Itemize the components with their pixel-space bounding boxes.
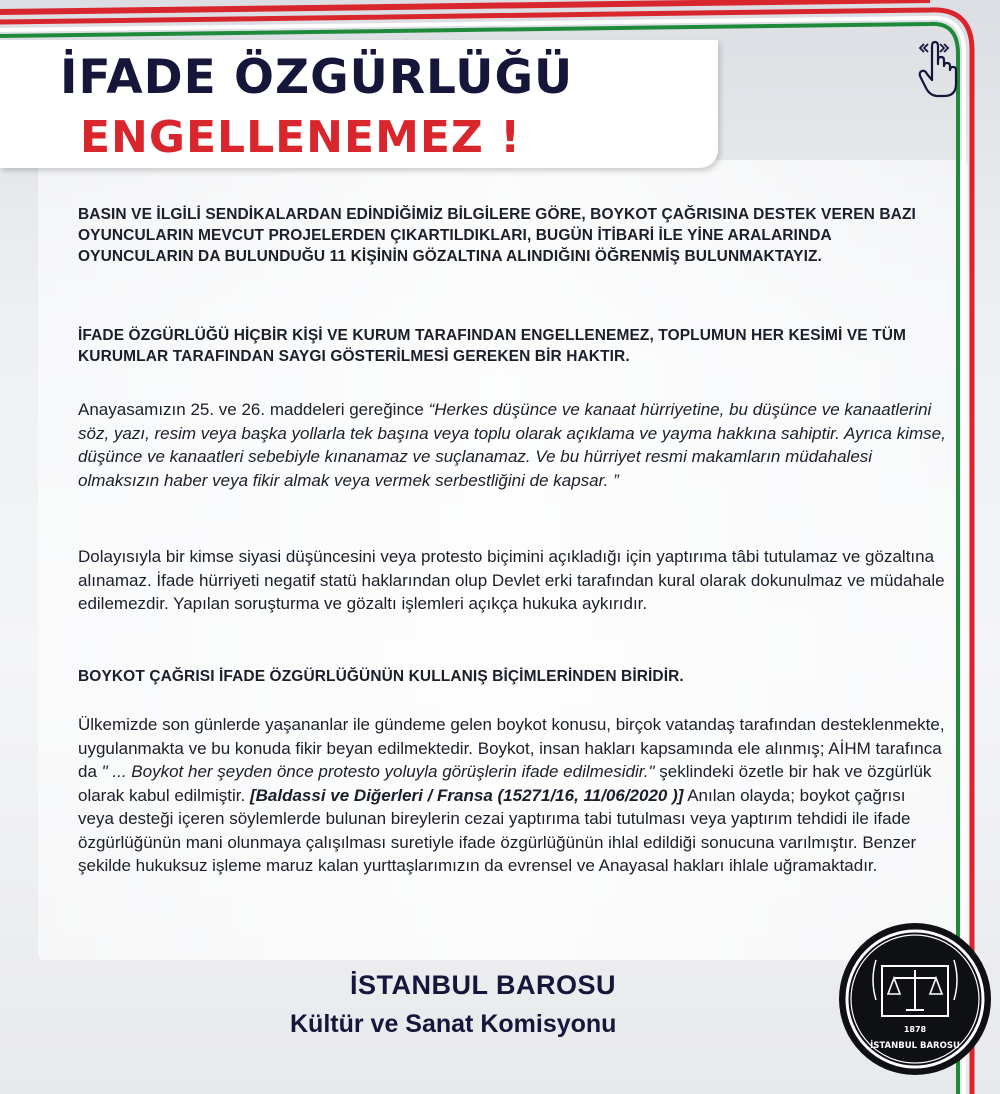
- paragraph-2: İFADE ÖZGÜRLÜĞÜ HİÇBİR KİŞİ VE KURUM TARAFINDAN ENGELLENEMEZ, TOPLUMUN HER KESİMİ VE TÜM KURUMLAR TARAFINDAN SAYGI GÖSTERİLMESİ GEREKEN BİR HAKTIR.: [78, 327, 907, 365]
- logo-year: 1878: [903, 1025, 927, 1034]
- paragraph-6-b: şeklindeki özetle bir hak ve özgürlük olarak kabul edilmiştir.: [78, 762, 932, 805]
- case-citation: [Baldassi ve Diğerleri / Fransa (15271/16, 11/06/2020 )]: [249, 785, 684, 805]
- paragraph-1: BASIN VE İLGİLİ SENDİKALARDAN EDİNDİĞİMİZ BİLGİLERE GÖRE, BOYKOT ÇAĞRISINA DESTEK VEREN BAZI OYUNCULARIN MEVCUT PROJELERDEN ÇIKARTILDIKLARI, BUGÜN İTİBARİ İLE YİNE ARALARINDA OYUNCULARIN DA BULUNDUĞU 11 KİŞİNİN GÖZALTINA ALINDIĞINI ÖĞRENMİŞ BULUNMAKTAYIZ.: [78, 206, 916, 265]
- logo-name: İSTANBUL BAROSU: [870, 1041, 960, 1051]
- paragraph-3-intro: Anayasamızın 25. ve 26. maddeleri gereğince: [78, 400, 429, 419]
- title-line-2: ENGELLENEMEZ !: [80, 112, 522, 163]
- signature-org: İSTANBUL BAROSU: [350, 970, 617, 1000]
- constitution-quote: “Herkes düşünce ve kanaat hürriyetine, bu düşünce ve kanaatlerini söz, yazı, resim veya başka yollarla tek başına veya toplu olarak açıklama ve yayma hakkına sahiptir. Ayrıca kimse, düşünce ve kanaatleri sebebiyle kınanamaz ve suçlanamaz. Ve bu hürriyet resmi makamların müdahalesi olmaksızın haber veya fikir almak veya vermek serbestliğini de kapsar. ”: [78, 400, 946, 490]
- paragraph-3: [78, 398, 946, 492]
- aihm-quote: " ... Boykot her şeyden önce protesto yoluyla görüşlerin ifade edilmesidir.": [101, 762, 655, 781]
- istanbul-barosu-seal: [836, 920, 994, 1078]
- paragraph-4: Dolayısıyla bir kimse siyasi düşüncesini veya protesto biçimini açıkladığı için yaptırıma tâbi tutulamaz ve gözaltına alınamaz. İfade hürriyeti negatif statü haklarından olup Devlet erki tarafından kural olarak dokunulmaz ve müdahale edilemezdir. Yapılan soruşturma ve gözaltı işlemleri açıkça hukuka aykırıdır.: [78, 547, 945, 613]
- signature-committee: Kültür ve Sanat Komisyonu: [290, 1010, 617, 1038]
- title-line-1: İFADE ÖZGÜRLÜĞÜ: [60, 50, 574, 105]
- paragraph-6-a: Ülkemizde son günlerde yaşananlar ile gündeme gelen boykot konusu, birçok vatandaş tarafından desteklenmekte, uygulanmakta ve bu konuda fikir beyan edilmektedir. Boykot, insan hakları kapsamında ele alınmış; AİHM tarafınca da: [78, 715, 945, 781]
- paragraph-6-c: Anılan olayda; boykot çağrısı veya desteği içeren söylemlerde bulunan bireylerin cezai yaptırıma tabi tutulması veya yaptırım tehdidi ile ifade özgürlüğünün mani olunmaya çalışılması suretiyle ifade özgürlüğünün ihlal edildiği sonucuna varılmıştır. Benzer şekilde hukuksuz işleme maruz kalan yurttaşlarımızın da evrensel ve Anayasal hakları ihlale uğramaktadır.: [78, 785, 917, 875]
- paragraph-5: BOYKOT ÇAĞRISI İFADE ÖZGÜRLÜĞÜNÜN KULLANIŞ BİÇİMLERİNDEN BİRİDİR.: [78, 668, 684, 685]
- touch-hand-icon: [914, 38, 960, 100]
- paragraph-6: [78, 713, 946, 878]
